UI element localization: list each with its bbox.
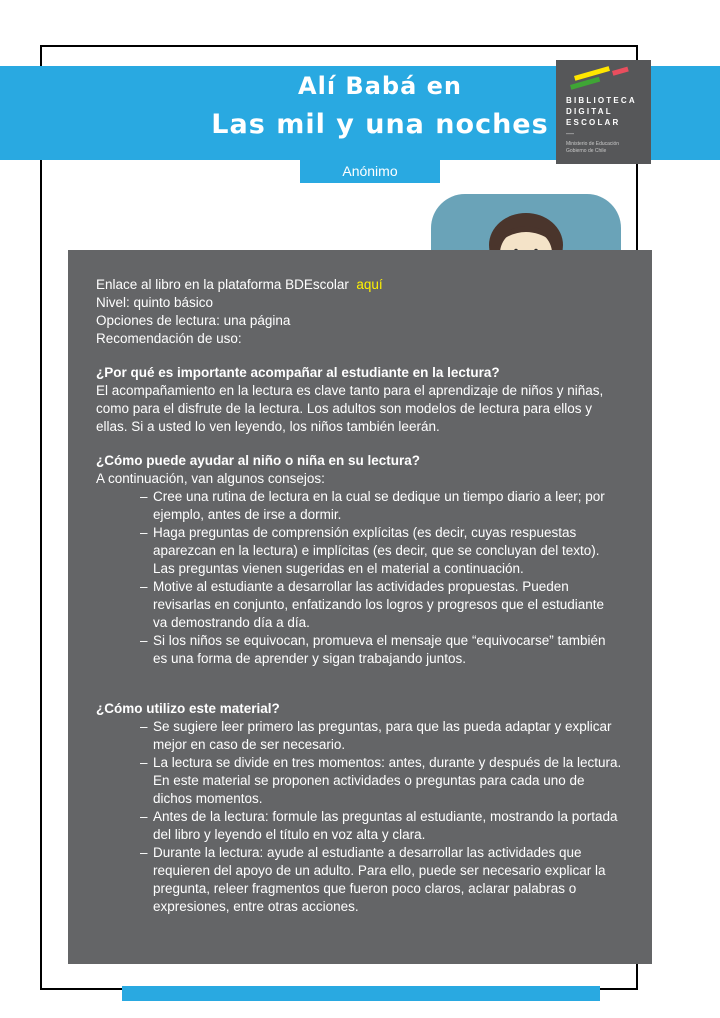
footer-bar bbox=[122, 986, 600, 1001]
logo-text-digital: DIGITAL bbox=[566, 107, 613, 116]
bullet-item bbox=[140, 844, 622, 916]
book-title-line1: Alí Babá en bbox=[298, 72, 462, 100]
section-how-to-use bbox=[96, 700, 622, 916]
section-why-accompany bbox=[96, 364, 622, 436]
bullet-item bbox=[140, 578, 622, 632]
section-heading: ¿Cómo utilizo este material? bbox=[96, 701, 280, 716]
section-how-to-help bbox=[96, 452, 622, 668]
author-label: Anónimo bbox=[342, 163, 398, 179]
bullet-list bbox=[140, 718, 622, 916]
bde-logo bbox=[556, 60, 651, 164]
bullet-item bbox=[140, 754, 622, 808]
link-line-text: Enlace al libro en la plataforma BDEscolar bbox=[96, 277, 349, 292]
bullet-text: La lectura se divide en tres momentos: antes, durante y después de la lectura. En este material se proponen actividades o preguntas para cada uno de dichos momentos. bbox=[153, 755, 622, 806]
bullet-item bbox=[140, 808, 622, 844]
author-box bbox=[300, 159, 440, 183]
bullet-marker: – bbox=[140, 525, 148, 540]
bullet-text: Se sugiere leer primero las preguntas, para que las pueda adaptar y explicar mejor en caso de ser necesario. bbox=[153, 719, 612, 752]
bullet-marker: – bbox=[140, 579, 148, 594]
content-panel bbox=[68, 250, 652, 964]
reading-options-line: Opciones de lectura: una página bbox=[96, 313, 291, 328]
bullet-text: Antes de la lectura: formule las preguntas al estudiante, mostrando la portada del libro y leyendo el título en voz alta y clara. bbox=[153, 809, 618, 842]
level-line: Nivel: quinto básico bbox=[96, 295, 214, 310]
bullet-text: Si los niños se equivocan, promueva el mensaje que “equivocarse” también es una forma de aprender y sigan trabajando juntos. bbox=[153, 633, 606, 666]
link-line bbox=[96, 276, 431, 294]
recommendation-line: Recomendación de uso: bbox=[96, 331, 242, 346]
section-paragraph: El acompañamiento en la lectura es clave tanto para el aprendizaje de niños y niñas, como para el disfrute de la lectura. Los adultos son modelos de lectura para ellos y ellas. Si a usted lo ven leyendo, los niños también leerán. bbox=[96, 383, 604, 434]
bullet-item bbox=[140, 632, 622, 668]
bullet-text: Haga preguntas de comprensión explícitas (es decir, cuyas respuestas aparezcan en la lectura) e implícitas (es decir, que se concluyan del texto). Las preguntas vienen sugeridas en el material a continuación. bbox=[153, 525, 600, 576]
bullet-item bbox=[140, 524, 622, 578]
logo-text-escolar: ESCOLAR bbox=[566, 118, 621, 127]
section-heading: ¿Cómo puede ayudar al niño o niña en su lectura? bbox=[96, 453, 421, 468]
aqui-link[interactable]: aquí bbox=[356, 277, 383, 292]
logo-government: Gobierno de Chile bbox=[566, 148, 607, 154]
section-heading: ¿Por qué es importante acompañar al estudiante en la lectura? bbox=[96, 365, 500, 380]
bullet-text: Motive al estudiante a desarrollar las actividades propuestas. Pueden revisarlas en conjunto, enfatizando los logros y progresos que el estudiante va demostrando día a día. bbox=[153, 579, 605, 630]
bullet-text: Cree una rutina de lectura en la cual se dedique un tiempo diario a leer; por ejemplo, antes de irse a dormir. bbox=[153, 489, 605, 522]
bullet-list bbox=[140, 488, 622, 668]
bullet-marker: – bbox=[140, 845, 148, 860]
logo-dash: — bbox=[566, 129, 574, 138]
bullet-text: Durante la lectura: ayude al estudiante a desarrollar las actividades que requieren del apoyo de un adulto. Para ello, puede ser necesario explicar la pregunta, releer fragmentos que fueron poco claros, aclarar palabras o expresiones, entre otras acciones. bbox=[153, 845, 606, 914]
bullet-marker: – bbox=[140, 719, 148, 734]
section-paragraph: A continuación, van algunos consejos: bbox=[96, 471, 325, 486]
bullet-marker: – bbox=[140, 633, 148, 648]
bullet-marker: – bbox=[140, 755, 148, 770]
logo-stripes-icon bbox=[566, 64, 636, 90]
bullet-marker: – bbox=[140, 489, 148, 504]
bullet-item bbox=[140, 718, 622, 754]
book-title-line2: Las mil y una noches bbox=[211, 109, 549, 140]
logo-text-biblioteca: BIBLIOTECA bbox=[566, 96, 637, 105]
logo-ministry: Ministerio de Educación bbox=[566, 141, 620, 147]
bullet-marker: – bbox=[140, 809, 148, 824]
info-block bbox=[96, 276, 431, 348]
bullet-item bbox=[140, 488, 622, 524]
